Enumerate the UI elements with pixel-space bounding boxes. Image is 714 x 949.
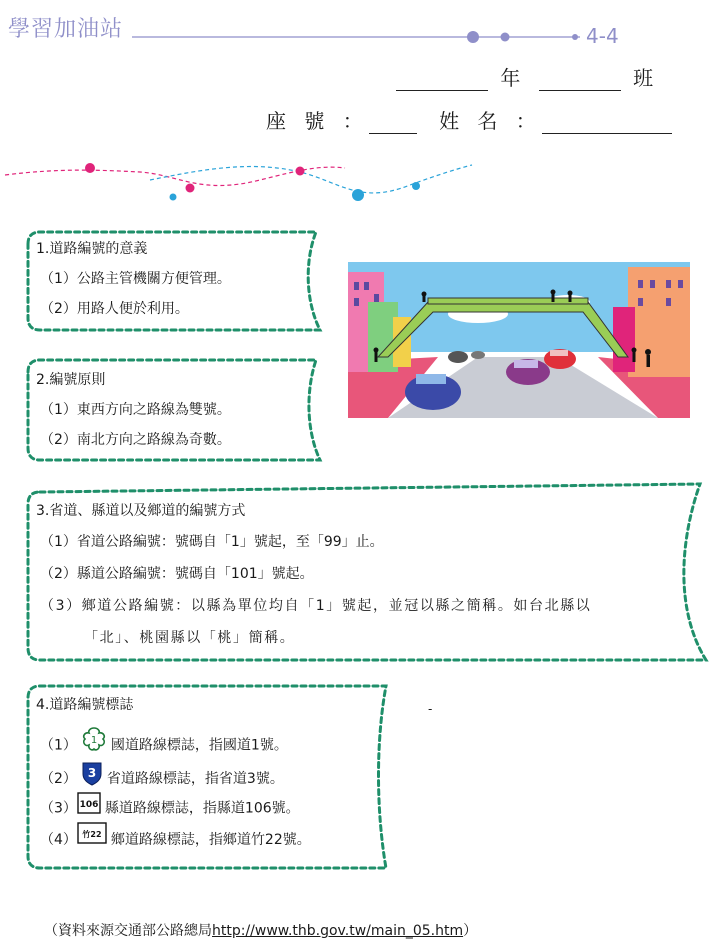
sign-row bbox=[40, 726, 311, 760]
county-road-sign-icon bbox=[77, 792, 101, 825]
source-link[interactable]: http://www.thb.gov.tw/main_05.htm bbox=[212, 923, 464, 939]
name-label: 姓 名 ： bbox=[439, 109, 542, 133]
section-number: 4-4 bbox=[586, 24, 619, 48]
box-numbering-methods bbox=[36, 496, 591, 654]
sign-row bbox=[40, 760, 311, 792]
sign-row-text: 省道路線標誌，指省道3號。 bbox=[106, 771, 284, 787]
box-numbering-principle bbox=[36, 365, 231, 455]
county-road-sign-text: 106 bbox=[79, 800, 99, 810]
box-road-number-meaning bbox=[36, 234, 231, 324]
box4-heading: 4.道路編號標誌 bbox=[36, 697, 134, 713]
box3-item: （2）縣道公路編號：號碼自「101」號起。 bbox=[40, 566, 314, 582]
box3-item: （1）省道公路編號：號碼自「1」號起，至「99」止。 bbox=[40, 534, 384, 550]
sign-row-text: 縣道路線標誌，指縣道106號。 bbox=[104, 800, 300, 817]
source-footer bbox=[44, 920, 477, 940]
box1-heading: 1.道路編號的意義 bbox=[36, 241, 148, 257]
sign-row-num: （4） bbox=[40, 832, 77, 848]
box2-heading: 2.編號原則 bbox=[36, 372, 106, 388]
class-label: 班 bbox=[633, 66, 660, 90]
box1-item: （1）公路主管機關方便管理。 bbox=[40, 271, 231, 287]
year-label: 年 bbox=[500, 66, 527, 90]
page-title: 學習加油站 bbox=[8, 17, 124, 42]
box3-heading: 3.省道、縣道以及鄉道的編號方式 bbox=[36, 503, 246, 519]
sign-row-num: （1） bbox=[40, 737, 77, 754]
sign-row-text: 鄉道路線標誌，指鄉道竹22號。 bbox=[110, 832, 311, 848]
box1-item: （2）用路人便於利用。 bbox=[40, 301, 189, 317]
footer-suffix: ） bbox=[463, 923, 478, 939]
box3-item: 「北」、桃園縣以「桃」簡稱。 bbox=[84, 630, 296, 646]
sign-row-num: （3） bbox=[40, 800, 77, 817]
dash-mark: - bbox=[428, 702, 433, 716]
township-road-sign-text: 竹22 bbox=[82, 830, 102, 839]
national-road-sign-text: 1 bbox=[90, 735, 98, 746]
sign-row bbox=[40, 792, 311, 822]
footer-prefix: （資料來源交通部公路總局 bbox=[44, 923, 212, 939]
box2-item: （2）南北方向之路線為奇數。 bbox=[40, 432, 231, 448]
box-road-signs bbox=[36, 690, 311, 858]
sign-row-text: 國道路線標誌，指國道1號。 bbox=[110, 737, 288, 754]
box2-item: （1）東西方向之路線為雙號。 bbox=[40, 402, 231, 418]
box3-item: （3）鄉道公路編號：以縣為單位均自「1」號起，並冠以縣之簡稱。如台北縣以 bbox=[40, 598, 592, 614]
sign-row-num: （2） bbox=[40, 771, 77, 787]
provincial-road-sign-text: 3 bbox=[87, 766, 97, 780]
seat-label: 座 號 ： bbox=[266, 109, 369, 133]
sign-row bbox=[40, 822, 311, 858]
township-road-sign-icon bbox=[77, 822, 107, 858]
overpass-illustration bbox=[348, 262, 690, 418]
